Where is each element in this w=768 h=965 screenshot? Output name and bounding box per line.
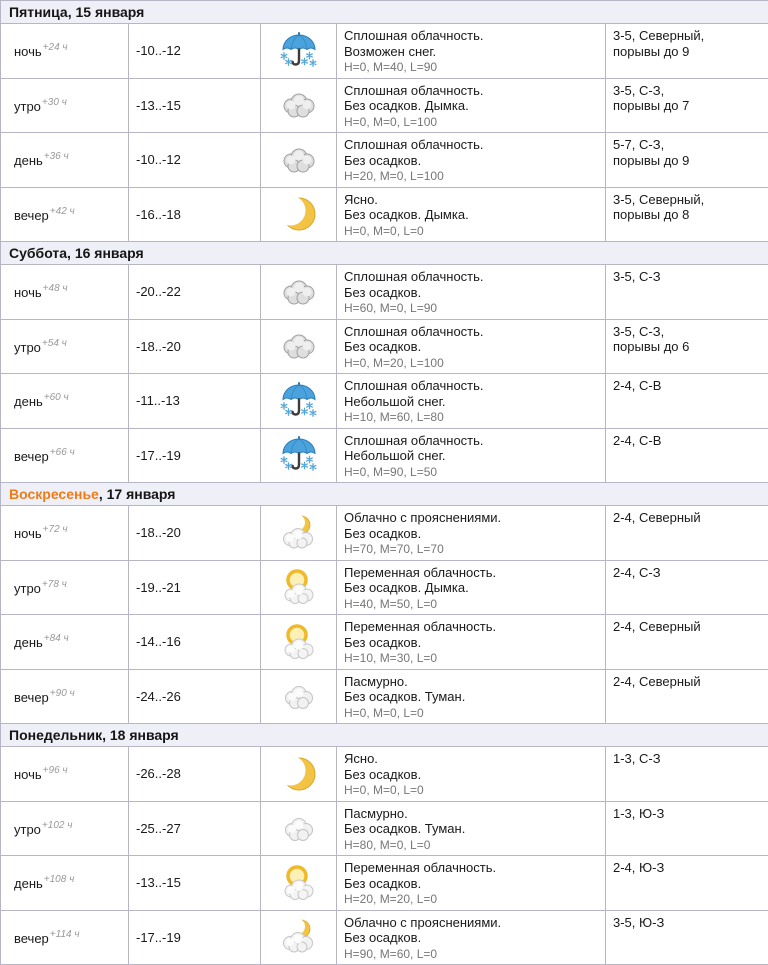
cloudiness-text: Облачно с прояснениями. <box>344 915 599 931</box>
period-cell <box>1 801 129 856</box>
description-cell <box>337 319 606 374</box>
icon-cell <box>261 615 337 670</box>
temperature-value: -14..-16 <box>136 634 181 649</box>
wind-text: 2-4, Северный <box>613 619 762 635</box>
cloud-levels-text: H=70, M=70, L=70 <box>344 542 599 558</box>
temperature-value: -10..-12 <box>136 43 181 58</box>
period-cell <box>1 669 129 724</box>
forecast-row <box>1 428 768 483</box>
temperature-cell <box>129 669 261 724</box>
wind-text: 2-4, С-В <box>613 433 762 449</box>
wind-text: 3-5, Северный, <box>613 192 762 208</box>
icon-cell <box>261 428 337 483</box>
period-label: вечер <box>14 931 49 946</box>
temperature-cell <box>129 78 261 133</box>
moon-cloud-icon <box>277 524 321 539</box>
day-name: Суббота <box>9 245 67 261</box>
precipitation-text: Без осадков. Дымка. <box>344 207 599 223</box>
temperature-cell <box>129 428 261 483</box>
umbrella-snow-icon <box>277 392 321 407</box>
description-cell <box>337 133 606 188</box>
period-cell <box>1 187 129 242</box>
precipitation-text: Без осадков. <box>344 876 599 892</box>
period-cell <box>1 615 129 670</box>
day-header-cell <box>1 724 768 747</box>
forecast-row <box>1 319 768 374</box>
wind-cell <box>606 801 768 856</box>
wind-text: 3-5, Ю-З <box>613 915 762 931</box>
forecast-hour-offset: +108 ч <box>44 874 74 885</box>
cloud-icon <box>277 151 321 166</box>
icon-cell <box>261 78 337 133</box>
wind-text: 3-5, С-З <box>613 269 762 285</box>
period-label: ночь <box>14 767 42 782</box>
forecast-hour-offset: +24 ч <box>43 42 68 53</box>
description-cell <box>337 428 606 483</box>
period-label: утро <box>14 581 41 596</box>
cloud-levels-text: H=40, M=50, L=0 <box>344 597 599 613</box>
forecast-hour-offset: +48 ч <box>43 283 68 294</box>
wind-cell <box>606 187 768 242</box>
temperature-cell <box>129 319 261 374</box>
period-label: ночь <box>14 285 42 300</box>
day-name: Воскресенье <box>9 486 99 502</box>
cloudiness-text: Пасмурно. <box>344 674 599 690</box>
period-label: вечер <box>14 690 49 705</box>
umbrella-snow-icon <box>277 447 321 462</box>
cloudiness-text: Ясно. <box>344 192 599 208</box>
description-cell <box>337 856 606 911</box>
forecast-hour-offset: +96 ч <box>43 765 68 776</box>
icon-cell <box>261 374 337 429</box>
forecast-row <box>1 669 768 724</box>
description-cell <box>337 801 606 856</box>
precipitation-text: Без осадков. Дымка. <box>344 98 599 114</box>
description-cell <box>337 560 606 615</box>
temperature-value: -19..-21 <box>136 580 181 595</box>
day-header-cell <box>1 483 768 506</box>
temperature-value: -13..-15 <box>136 98 181 113</box>
cloud-light-icon <box>277 688 321 703</box>
wind-cell <box>606 133 768 188</box>
forecast-row <box>1 801 768 856</box>
temperature-cell <box>129 560 261 615</box>
wind-gusts-text: порывы до 7 <box>613 98 762 114</box>
cloud-light-icon <box>277 820 321 835</box>
forecast-row <box>1 560 768 615</box>
wind-cell <box>606 560 768 615</box>
period-label: день <box>14 394 43 409</box>
cloud-levels-text: H=0, M=90, L=50 <box>344 465 599 481</box>
temperature-value: -17..-19 <box>136 448 181 463</box>
icon-cell <box>261 506 337 561</box>
precipitation-text: Без осадков. Дымка. <box>344 580 599 596</box>
day-header-cell <box>1 242 768 265</box>
description-cell <box>337 374 606 429</box>
period-label: утро <box>14 822 41 837</box>
period-label: ночь <box>14 526 42 541</box>
forecast-row <box>1 187 768 242</box>
cloud-levels-text: H=20, M=20, L=0 <box>344 892 599 908</box>
wind-cell <box>606 910 768 965</box>
wind-cell <box>606 428 768 483</box>
temperature-value: -17..-19 <box>136 930 181 945</box>
icon-cell <box>261 856 337 911</box>
temperature-value: -18..-20 <box>136 339 181 354</box>
temperature-cell <box>129 615 261 670</box>
wind-cell <box>606 856 768 911</box>
description-cell <box>337 24 606 79</box>
cloud-levels-text: H=0, M=0, L=0 <box>344 706 599 722</box>
cloudiness-text: Сплошная облачность. <box>344 28 599 44</box>
wind-cell <box>606 78 768 133</box>
description-cell <box>337 669 606 724</box>
period-cell <box>1 133 129 188</box>
forecast-hour-offset: +78 ч <box>42 579 67 590</box>
forecast-table-body <box>1 1 768 965</box>
day-date: , 17 января <box>99 486 176 502</box>
forecast-row <box>1 265 768 320</box>
temperature-value: -24..-26 <box>136 689 181 704</box>
temperature-value: -10..-12 <box>136 152 181 167</box>
wind-text: 2-4, Ю-З <box>613 860 762 876</box>
forecast-row <box>1 24 768 79</box>
icon-cell <box>261 24 337 79</box>
cloud-icon <box>277 283 321 298</box>
forecast-row <box>1 747 768 802</box>
period-label: вечер <box>14 449 49 464</box>
temperature-cell <box>129 187 261 242</box>
day-header-row <box>1 1 768 24</box>
precipitation-text: Небольшой снег. <box>344 394 599 410</box>
forecast-row <box>1 133 768 188</box>
temperature-cell <box>129 265 261 320</box>
precipitation-text: Без осадков. <box>344 339 599 355</box>
day-date: , 15 января <box>68 4 145 20</box>
day-name: Пятница <box>9 4 68 20</box>
icon-cell <box>261 265 337 320</box>
precipitation-text: Без осадков. Туман. <box>344 821 599 837</box>
precipitation-text: Небольшой снег. <box>344 448 599 464</box>
cloud-levels-text: H=0, M=0, L=0 <box>344 224 599 240</box>
forecast-hour-offset: +30 ч <box>42 97 67 108</box>
forecast-row <box>1 856 768 911</box>
moon-cloud-icon <box>277 929 321 944</box>
icon-cell <box>261 187 337 242</box>
wind-text: 2-4, С-З <box>613 565 762 581</box>
forecast-row <box>1 506 768 561</box>
cloudiness-text: Сплошная облачность. <box>344 324 599 340</box>
day-name: Понедельник <box>9 727 102 743</box>
period-label: день <box>14 635 43 650</box>
period-cell <box>1 265 129 320</box>
period-cell <box>1 24 129 79</box>
wind-text: 5-7, С-З, <box>613 137 762 153</box>
temperature-cell <box>129 133 261 188</box>
day-header-row <box>1 483 768 506</box>
period-label: ночь <box>14 44 42 59</box>
wind-cell <box>606 24 768 79</box>
cloud-icon <box>277 338 321 353</box>
period-cell <box>1 374 129 429</box>
precipitation-text: Без осадков. <box>344 153 599 169</box>
description-cell <box>337 78 606 133</box>
forecast-hour-offset: +102 ч <box>42 820 72 831</box>
moon-icon <box>277 206 321 221</box>
forecast-hour-offset: +54 ч <box>42 338 67 349</box>
forecast-hour-offset: +60 ч <box>44 392 69 403</box>
icon-cell <box>261 319 337 374</box>
period-cell <box>1 856 129 911</box>
moon-icon <box>277 765 321 780</box>
period-cell <box>1 910 129 965</box>
cloudiness-text: Переменная облачность. <box>344 619 599 635</box>
cloudiness-text: Облачно с прояснениями. <box>344 510 599 526</box>
period-cell <box>1 747 129 802</box>
cloud-levels-text: H=90, M=60, L=0 <box>344 947 599 963</box>
wind-cell <box>606 615 768 670</box>
temperature-value: -25..-27 <box>136 821 181 836</box>
precipitation-text: Без осадков. <box>344 767 599 783</box>
period-label: вечер <box>14 208 49 223</box>
description-cell <box>337 747 606 802</box>
cloudiness-text: Сплошная облачность. <box>344 137 599 153</box>
cloudiness-text: Сплошная облачность. <box>344 269 599 285</box>
cloudiness-text: Сплошная облачность. <box>344 433 599 449</box>
cloudiness-text: Переменная облачность. <box>344 860 599 876</box>
wind-gusts-text: порывы до 8 <box>613 207 762 223</box>
forecast-hour-offset: +72 ч <box>43 524 68 535</box>
period-label: день <box>14 153 43 168</box>
description-cell <box>337 187 606 242</box>
forecast-row <box>1 910 768 965</box>
icon-cell <box>261 669 337 724</box>
sun-cloud-icon <box>277 579 321 594</box>
forecast-row <box>1 615 768 670</box>
day-header-row <box>1 724 768 747</box>
cloud-levels-text: H=0, M=20, L=100 <box>344 356 599 372</box>
icon-cell <box>261 910 337 965</box>
period-label: утро <box>14 99 41 114</box>
wind-text: 1-3, Ю-З <box>613 806 762 822</box>
wind-text: 3-5, Северный, <box>613 28 762 44</box>
cloud-levels-text: H=0, M=0, L=100 <box>344 115 599 131</box>
period-label: утро <box>14 340 41 355</box>
temperature-value: -18..-20 <box>136 525 181 540</box>
wind-cell <box>606 506 768 561</box>
icon-cell <box>261 747 337 802</box>
description-cell <box>337 615 606 670</box>
cloud-icon <box>277 97 321 112</box>
period-cell <box>1 560 129 615</box>
temperature-cell <box>129 374 261 429</box>
day-header-cell <box>1 1 768 24</box>
cloud-levels-text: H=20, M=0, L=100 <box>344 169 599 185</box>
wind-text: 1-3, С-З <box>613 751 762 767</box>
temperature-value: -26..-28 <box>136 766 181 781</box>
umbrella-snow-icon <box>277 42 321 57</box>
cloud-levels-text: H=60, M=0, L=90 <box>344 301 599 317</box>
precipitation-text: Без осадков. <box>344 526 599 542</box>
temperature-value: -13..-15 <box>136 875 181 890</box>
temperature-cell <box>129 24 261 79</box>
day-header-row <box>1 242 768 265</box>
forecast-row <box>1 78 768 133</box>
forecast-hour-offset: +36 ч <box>44 151 69 162</box>
icon-cell <box>261 560 337 615</box>
wind-cell <box>606 669 768 724</box>
day-date: , 18 января <box>102 727 179 743</box>
temperature-value: -16..-18 <box>136 207 181 222</box>
cloud-levels-text: H=0, M=40, L=90 <box>344 60 599 76</box>
precipitation-text: Возможен снег. <box>344 44 599 60</box>
wind-text: 2-4, С-В <box>613 378 762 394</box>
period-cell <box>1 78 129 133</box>
description-cell <box>337 265 606 320</box>
temperature-value: -11..-13 <box>136 393 180 408</box>
forecast-hour-offset: +114 ч <box>50 929 80 940</box>
temperature-cell <box>129 856 261 911</box>
day-date: , 16 января <box>67 245 144 261</box>
wind-cell <box>606 374 768 429</box>
precipitation-text: Без осадков. Туман. <box>344 689 599 705</box>
wind-text: 2-4, Северный <box>613 510 762 526</box>
temperature-cell <box>129 801 261 856</box>
description-cell <box>337 910 606 965</box>
cloudiness-text: Сплошная облачность. <box>344 378 599 394</box>
cloudiness-text: Сплошная облачность. <box>344 83 599 99</box>
period-cell <box>1 506 129 561</box>
description-cell <box>337 506 606 561</box>
sun-cloud-icon <box>277 633 321 648</box>
cloudiness-text: Пасмурно. <box>344 806 599 822</box>
icon-cell <box>261 133 337 188</box>
temperature-cell <box>129 910 261 965</box>
icon-cell <box>261 801 337 856</box>
forecast-row <box>1 374 768 429</box>
wind-text: 3-5, С-З, <box>613 83 762 99</box>
cloud-levels-text: H=80, M=0, L=0 <box>344 838 599 854</box>
forecast-hour-offset: +42 ч <box>50 206 75 217</box>
wind-text: 3-5, С-З, <box>613 324 762 340</box>
forecast-hour-offset: +84 ч <box>44 633 69 644</box>
wind-gusts-text: порывы до 9 <box>613 44 762 60</box>
cloudiness-text: Переменная облачность. <box>344 565 599 581</box>
sun-cloud-icon <box>277 874 321 889</box>
period-cell <box>1 319 129 374</box>
cloud-levels-text: H=0, M=0, L=0 <box>344 783 599 799</box>
forecast-hour-offset: +66 ч <box>50 447 75 458</box>
wind-text: 2-4, Северный <box>613 674 762 690</box>
wind-gusts-text: порывы до 6 <box>613 339 762 355</box>
precipitation-text: Без осадков. <box>344 285 599 301</box>
temperature-value: -20..-22 <box>136 284 181 299</box>
precipitation-text: Без осадков. <box>344 930 599 946</box>
cloud-levels-text: H=10, M=60, L=80 <box>344 410 599 426</box>
wind-cell <box>606 265 768 320</box>
wind-cell <box>606 319 768 374</box>
forecast-hour-offset: +90 ч <box>50 688 75 699</box>
temperature-cell <box>129 506 261 561</box>
temperature-cell <box>129 747 261 802</box>
wind-gusts-text: порывы до 9 <box>613 153 762 169</box>
wind-cell <box>606 747 768 802</box>
cloudiness-text: Ясно. <box>344 751 599 767</box>
cloud-levels-text: H=10, M=30, L=0 <box>344 651 599 667</box>
precipitation-text: Без осадков. <box>344 635 599 651</box>
period-cell <box>1 428 129 483</box>
period-label: день <box>14 876 43 891</box>
